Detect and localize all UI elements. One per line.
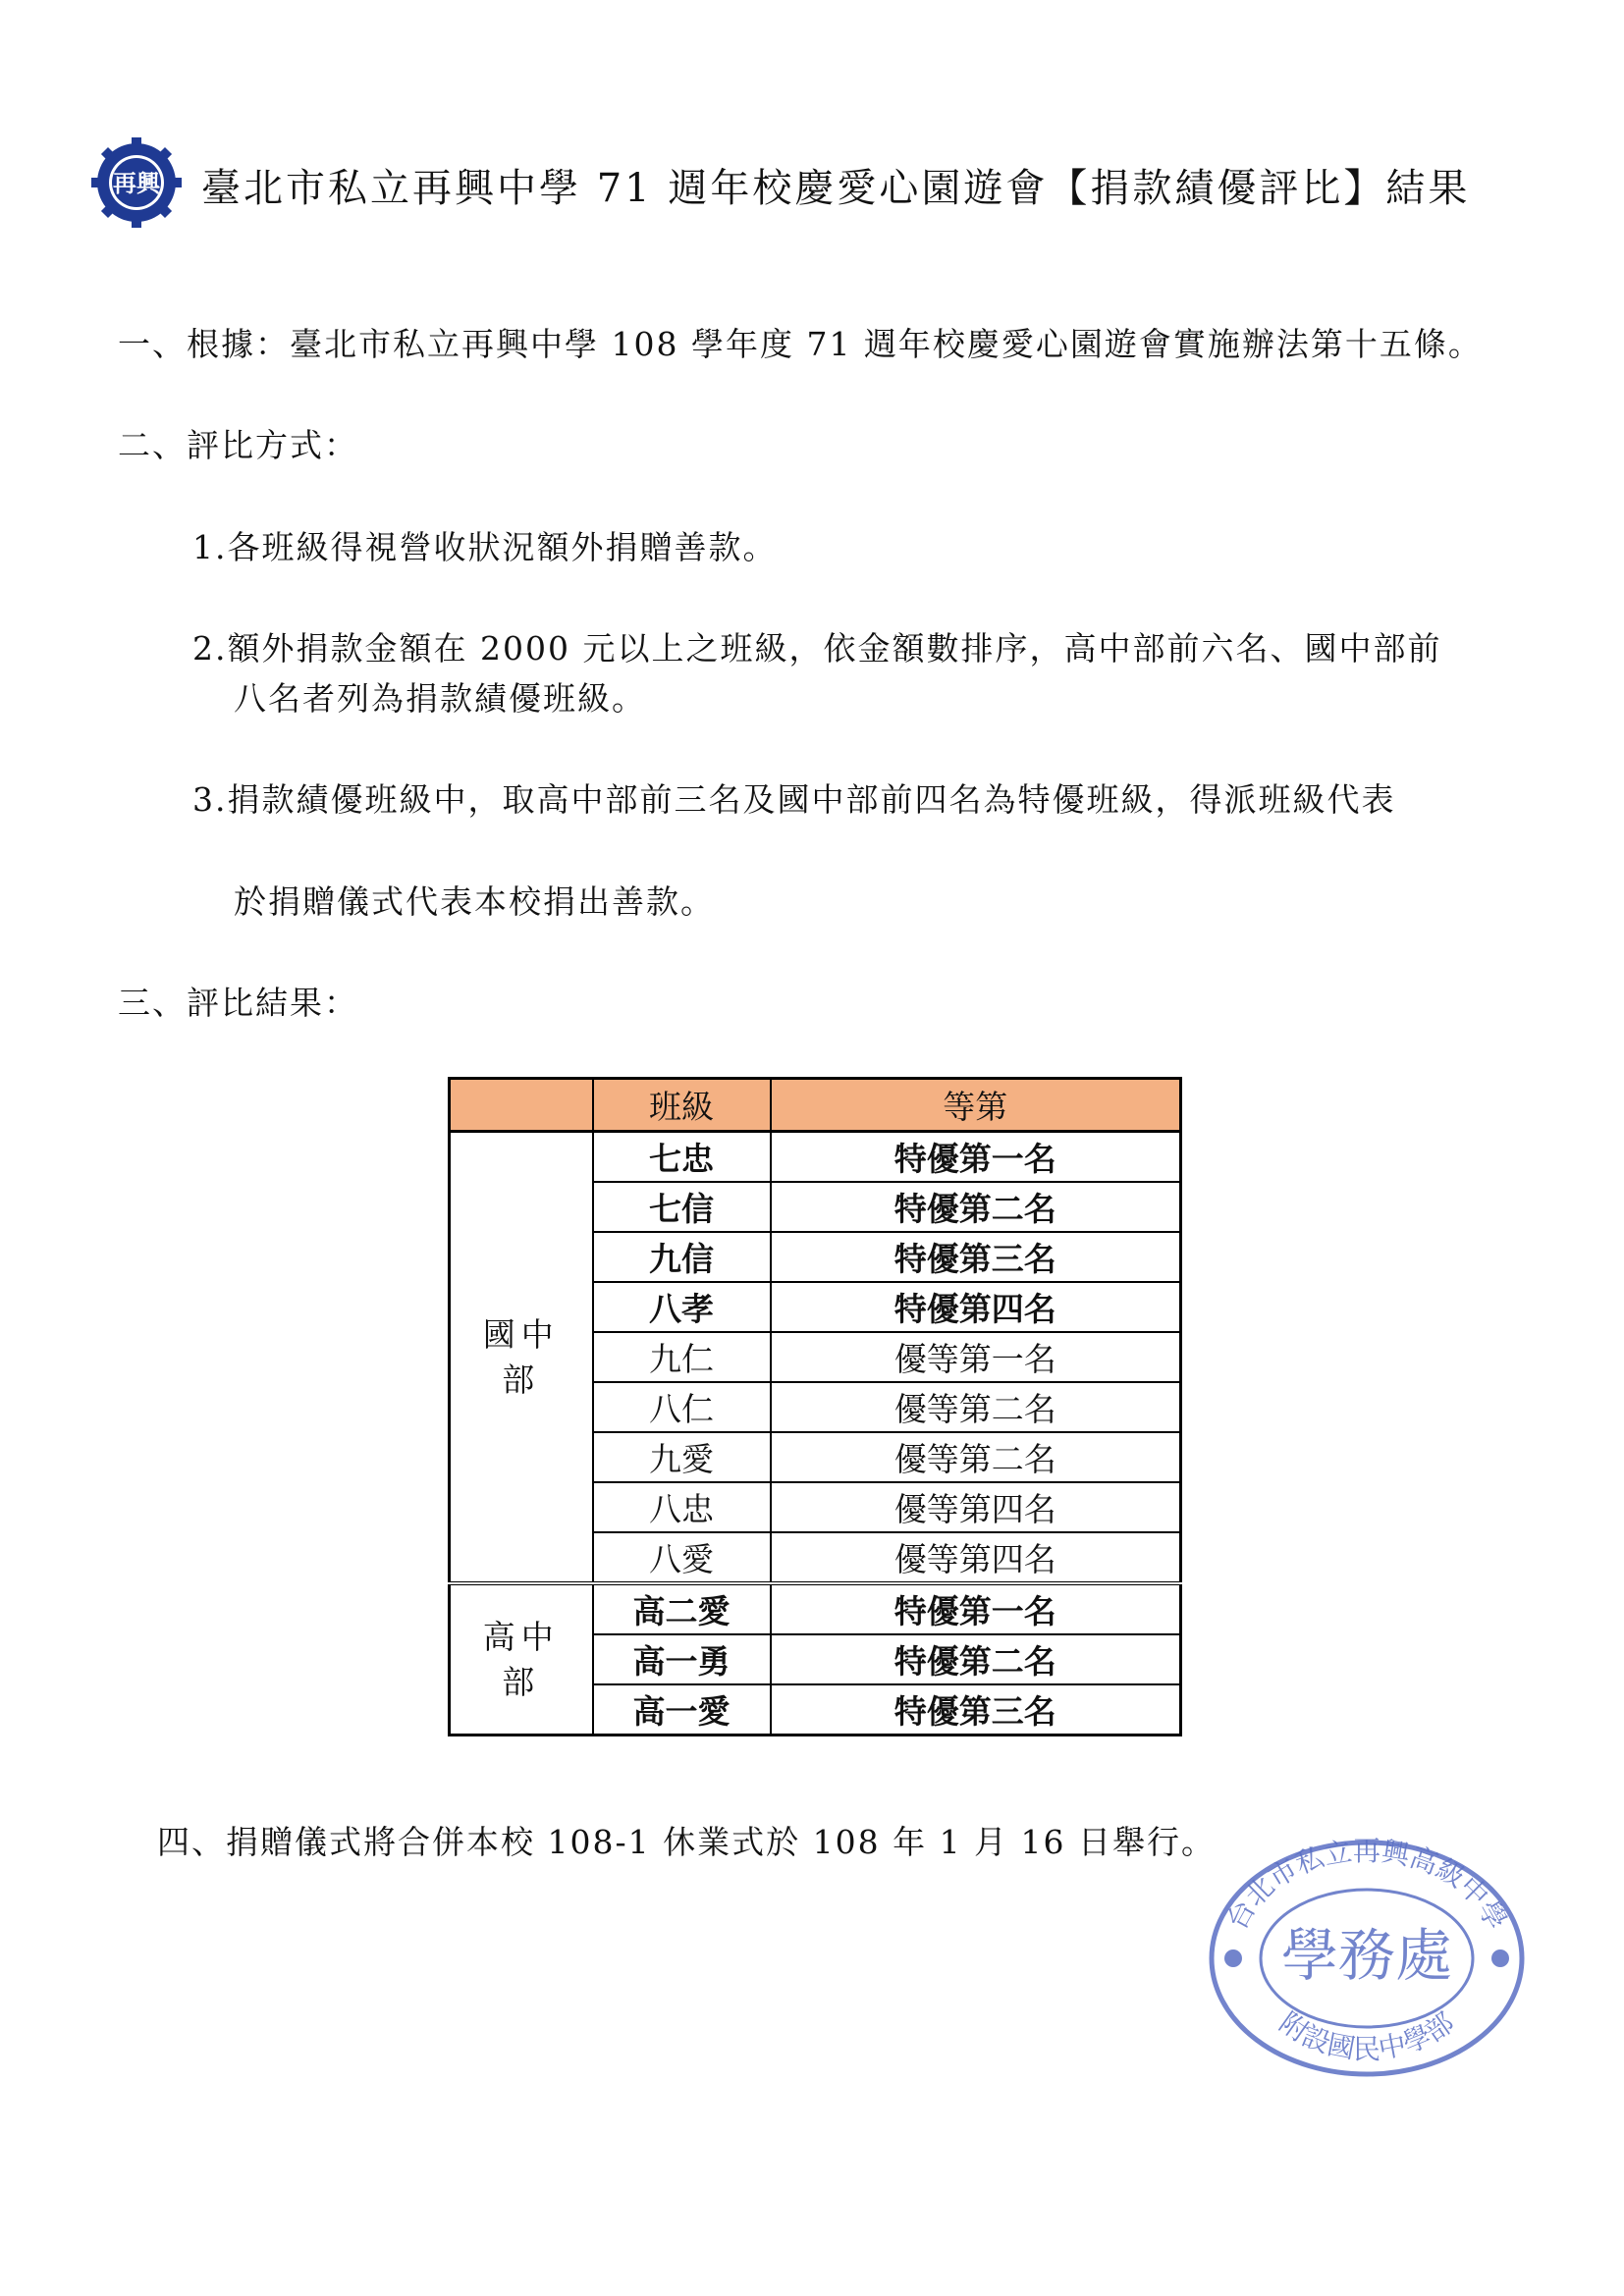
rank-cell: 優等第二名 [771,1382,1181,1432]
rank-cell: 特優第一名 [771,1132,1181,1183]
rank-cell: 優等第四名 [771,1482,1181,1532]
table-row [450,1132,1181,1183]
table-header-row [450,1079,1181,1132]
rank-cell: 優等第二名 [771,1432,1181,1482]
class-cell: 七信 [593,1182,771,1232]
svg-text:附設國民中學部: 附設國民中學部 [1273,2005,1460,2065]
class-cell: 八忠 [593,1482,771,1532]
class-cell: 九信 [593,1232,771,1282]
method-heading: 二、評比方式： [118,426,358,464]
method-item-3: 3.捐款績優班級中，取高中部前三名及國中部前四名為特優班級，得派班級代表 [192,780,1396,819]
header-class: 班級 [593,1079,771,1132]
ceremony-text: 四、捐贈儀式將合併本校 108-1 休業式於 108 年 1 月 16 日舉行。 [157,1823,1217,1861]
page-title: 臺北市私立再興中學 71 週年校慶愛心園遊會【捐款績優評比】結果 [201,166,1471,211]
rank-cell: 特優第三名 [771,1232,1181,1282]
basis-text: 一、根據：臺北市私立再興中學 108 學年度 71 週年校慶愛心園遊會實施辦法第十五條。 [118,325,1483,363]
rank-cell: 特優第二名 [771,1182,1181,1232]
office-stamp [1200,1836,1534,2081]
header-rank: 等第 [771,1079,1181,1132]
method-item-2: 2.額外捐款金額在 2000 元以上之班級，依金額數排序，高中部前六名、國中部前 [192,629,1442,667]
class-cell: 高一愛 [593,1684,771,1735]
rank-cell: 優等第四名 [771,1532,1181,1583]
stamp-center-text: 學務處 [1280,1922,1453,1989]
class-cell: 高一勇 [593,1634,771,1684]
junior-section-label: 國中 部 [450,1132,593,1584]
table-row [450,1583,1181,1634]
class-cell: 高二愛 [593,1583,771,1634]
rank-cell: 特優第四名 [771,1282,1181,1332]
rank-cell: 特優第一名 [771,1583,1181,1634]
header-section [450,1079,593,1132]
class-cell: 八孝 [593,1282,771,1332]
class-cell: 九愛 [593,1432,771,1482]
logo-text: 再興 [113,170,160,197]
school-logo [91,137,182,228]
result-heading: 三、評比結果： [118,984,358,1022]
svg-text:台北市私立再興高級中學: 台北市私立再興高級中學 [1219,1836,1514,1936]
class-cell: 九仁 [593,1332,771,1382]
class-cell: 八仁 [593,1382,771,1432]
method-item-3-cont: 於捐贈儀式代表本校捐出善款。 [234,882,715,921]
results-table [448,1077,1182,1736]
rank-cell: 特優第二名 [771,1634,1181,1684]
class-cell: 七忠 [593,1132,771,1183]
method-item-1: 1.各班級得視營收狀況額外捐贈善款。 [192,528,778,566]
senior-section-label: 高中 部 [450,1583,593,1735]
rank-cell: 特優第三名 [771,1684,1181,1735]
rank-cell: 優等第一名 [771,1332,1181,1382]
class-cell: 八愛 [593,1532,771,1583]
method-item-2-cont: 八名者列為捐款績優班級。 [234,679,646,718]
